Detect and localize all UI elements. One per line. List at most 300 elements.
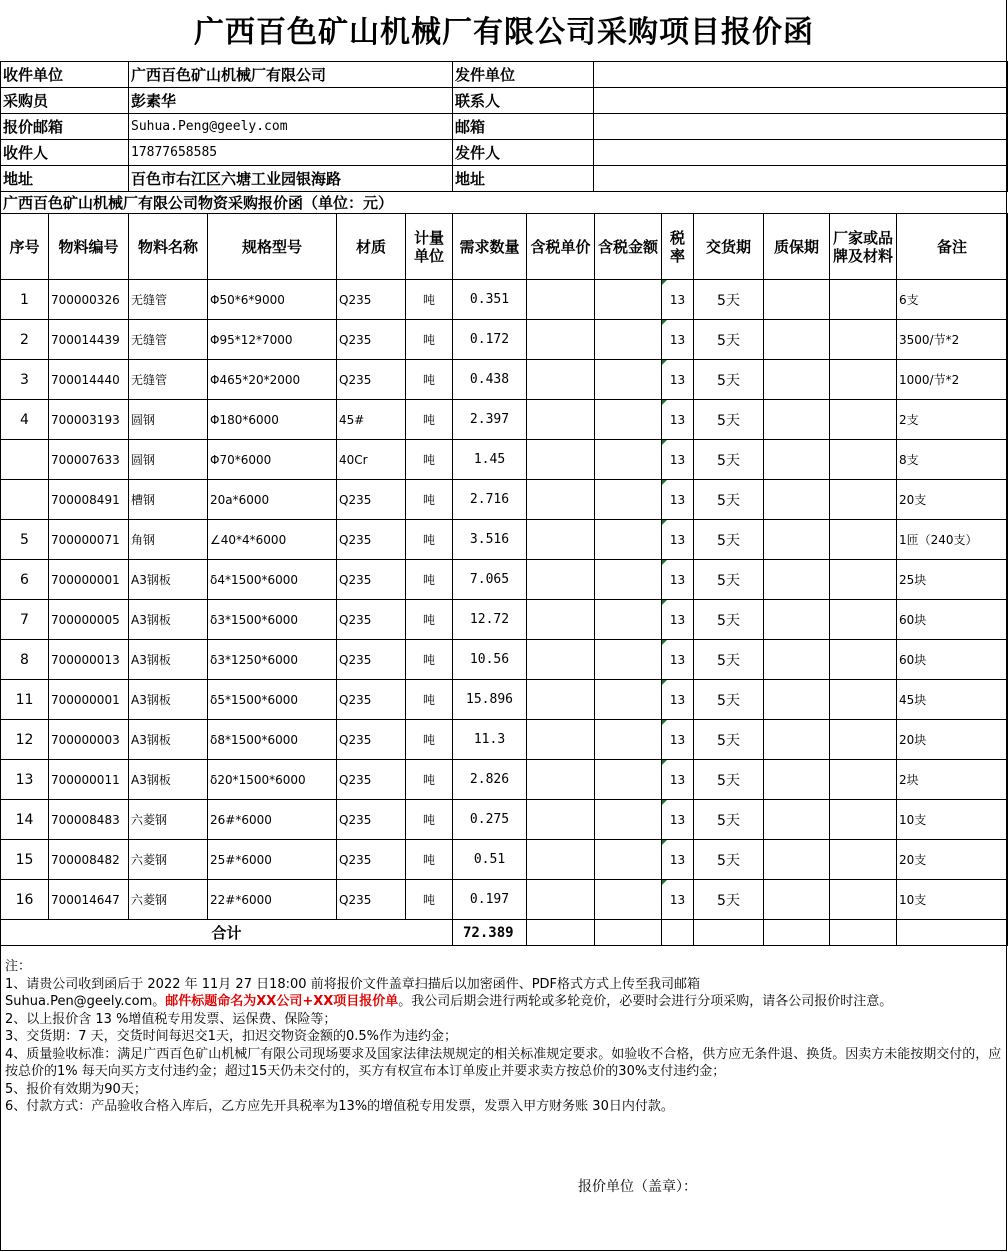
brand-cell	[830, 280, 897, 320]
row-index	[1, 440, 49, 480]
material-grade: 40Cr	[337, 440, 406, 480]
brand-cell	[830, 840, 897, 880]
info-table	[0, 61, 1008, 192]
spec-model: Φ95*12*7000	[208, 320, 337, 360]
header-cell: 含税金额	[595, 214, 662, 280]
tax-rate: 13	[662, 760, 694, 800]
header-cell: 交货期	[694, 214, 764, 280]
material-grade: 45#	[337, 400, 406, 440]
material-grade: Q235	[337, 760, 406, 800]
delivery-period: 5天	[694, 840, 764, 880]
warranty-cell	[764, 800, 830, 840]
material-code: 700000326	[49, 280, 129, 320]
delivery-period: 5天	[694, 440, 764, 480]
tax-rate: 13	[662, 280, 694, 320]
row-index: 8	[1, 640, 49, 680]
row-index: 16	[1, 880, 49, 920]
amount-cell	[595, 280, 662, 320]
note-1-tail: 。我公司后期会进行两轮或多轮竞价，必要时会进行分项采购，请各公司报价时注意。	[398, 994, 893, 1009]
total-empty-cell	[764, 920, 830, 946]
note-4: 4、质量验收标准：满足广西百色矿山机械厂有限公司现场要求及国家法律法规规定的相关标准规定要求。如验收不合格，供方应无条件退、换货。因卖方未能按期交付的，应按总价的1% 每天向买方支付违约金；超过15天仍未交付的，买方有权宣布本订单废止并要求卖方按总价的30%支付违约金；	[5, 1046, 1002, 1079]
amount-cell	[595, 400, 662, 440]
remark: 3500/节*2	[897, 320, 1008, 360]
remark: 20支	[897, 480, 1008, 520]
material-code: 700008491	[49, 480, 129, 520]
sender-value	[594, 140, 1008, 166]
header-cell: 规格型号	[208, 214, 337, 280]
amount-cell	[595, 840, 662, 880]
address-label: 地址	[1, 166, 129, 192]
demand-quantity: 10.56	[453, 640, 527, 680]
unit-price-cell	[527, 600, 595, 640]
measure-unit: 吨	[406, 840, 453, 880]
delivery-period: 5天	[694, 760, 764, 800]
material-name: 角钢	[129, 520, 208, 560]
total-value: 72.389	[453, 920, 527, 946]
brand-cell	[830, 640, 897, 680]
email-value	[594, 114, 1008, 140]
material-code: 700014647	[49, 880, 129, 920]
material-grade: Q235	[337, 360, 406, 400]
notes-heading: 注：	[5, 959, 32, 974]
tax-rate: 13	[662, 400, 694, 440]
table-row	[1, 760, 1008, 800]
demand-quantity: 0.275	[453, 800, 527, 840]
table-row	[1, 400, 1008, 440]
material-name: 六菱钢	[129, 840, 208, 880]
stamp-label: 报价单位（盖章）：	[578, 1179, 697, 1195]
material-code: 700000071	[49, 520, 129, 560]
material-grade: Q235	[337, 480, 406, 520]
material-grade: Q235	[337, 640, 406, 680]
subtitle: 广西百色矿山机械厂有限公司物资采购报价函（单位：元）	[1, 192, 1007, 214]
measure-unit: 吨	[406, 440, 453, 480]
warranty-cell	[764, 840, 830, 880]
total-empty-cell	[662, 920, 694, 946]
remark: 2支	[897, 400, 1008, 440]
row-index: 14	[1, 800, 49, 840]
unit-price-cell	[527, 560, 595, 600]
total-empty-cell	[830, 920, 897, 946]
receiver-label: 收件人	[1, 140, 129, 166]
table-row	[1, 880, 1008, 920]
unit-price-cell	[527, 280, 595, 320]
row-index: 7	[1, 600, 49, 640]
demand-quantity: 7.065	[453, 560, 527, 600]
tax-rate: 13	[662, 720, 694, 760]
measure-unit: 吨	[406, 280, 453, 320]
material-grade: Q235	[337, 720, 406, 760]
spec-model: 20a*6000	[208, 480, 337, 520]
header-cell: 材质	[337, 214, 406, 280]
row-index	[1, 480, 49, 520]
warranty-cell	[764, 880, 830, 920]
page-title: 广西百色矿山机械厂有限公司采购项目报价函	[194, 15, 814, 50]
table-row	[1, 320, 1008, 360]
material-name: 圆钢	[129, 440, 208, 480]
delivery-period: 5天	[694, 320, 764, 360]
header-cell: 厂家或品牌及材料	[830, 214, 897, 280]
demand-quantity: 3.516	[453, 520, 527, 560]
spec-model: Φ180*6000	[208, 400, 337, 440]
table-row	[1, 680, 1008, 720]
material-name: 无缝管	[129, 360, 208, 400]
amount-cell	[595, 360, 662, 400]
header-cell: 需求数量	[453, 214, 527, 280]
measure-unit: 吨	[406, 680, 453, 720]
tax-rate: 13	[662, 520, 694, 560]
demand-quantity: 0.51	[453, 840, 527, 880]
row-index: 2	[1, 320, 49, 360]
table-row	[1, 360, 1008, 400]
address-value: 百色市右江区六塘工业园银海路	[129, 166, 453, 192]
demand-quantity: 2.716	[453, 480, 527, 520]
note-5: 5、报价有效期为90天；	[5, 1081, 147, 1097]
delivery-period: 5天	[694, 640, 764, 680]
notes-section	[0, 946, 1007, 1251]
delivery-period: 5天	[694, 600, 764, 640]
unit-price-cell	[527, 680, 595, 720]
warranty-cell	[764, 600, 830, 640]
remark: 1匝（240支）	[897, 520, 1008, 560]
demand-quantity: 0.438	[453, 360, 527, 400]
sender-label: 发件人	[453, 140, 594, 166]
header-cell: 序号	[1, 214, 49, 280]
spec-model: Φ465*20*2000	[208, 360, 337, 400]
warranty-cell	[764, 360, 830, 400]
spec-model: δ8*1500*6000	[208, 720, 337, 760]
remark: 10支	[897, 800, 1008, 840]
material-name: A3钢板	[129, 760, 208, 800]
email-label: 邮箱	[453, 114, 594, 140]
total-row	[1, 920, 1008, 946]
material-grade: Q235	[337, 280, 406, 320]
unit-price-cell	[527, 400, 595, 440]
material-code: 700014439	[49, 320, 129, 360]
delivery-period: 5天	[694, 720, 764, 760]
quote-email-value: Suhua.Peng@geely.com	[129, 114, 453, 140]
remark: 25块	[897, 560, 1008, 600]
tax-rate: 13	[662, 800, 694, 840]
material-code: 700007633	[49, 440, 129, 480]
demand-quantity: 1.45	[453, 440, 527, 480]
table-row	[1, 840, 1008, 880]
spec-model: 25#*6000	[208, 840, 337, 880]
remark: 60块	[897, 640, 1008, 680]
delivery-period: 5天	[694, 880, 764, 920]
amount-cell	[595, 600, 662, 640]
measure-unit: 吨	[406, 600, 453, 640]
unit-price-cell	[527, 720, 595, 760]
row-index: 4	[1, 400, 49, 440]
delivery-period: 5天	[694, 280, 764, 320]
spec-model: δ3*1500*6000	[208, 600, 337, 640]
material-grade: Q235	[337, 600, 406, 640]
brand-cell	[830, 560, 897, 600]
delivery-period: 5天	[694, 520, 764, 560]
material-code: 700014440	[49, 360, 129, 400]
brand-cell	[830, 720, 897, 760]
tax-rate: 13	[662, 640, 694, 680]
row-index: 12	[1, 720, 49, 760]
table-row	[1, 560, 1008, 600]
amount-cell	[595, 760, 662, 800]
total-empty-cell	[694, 920, 764, 946]
tax-rate: 13	[662, 600, 694, 640]
row-index: 3	[1, 360, 49, 400]
total-empty-cell	[897, 920, 1008, 946]
remark: 45块	[897, 680, 1008, 720]
tax-rate: 13	[662, 480, 694, 520]
brand-cell	[830, 440, 897, 480]
tax-rate: 13	[662, 880, 694, 920]
amount-cell	[595, 560, 662, 600]
header-cell: 备注	[897, 214, 1008, 280]
unit-price-cell	[527, 520, 595, 560]
warranty-cell	[764, 400, 830, 440]
material-name: 六菱钢	[129, 880, 208, 920]
spec-model: 26#*6000	[208, 800, 337, 840]
row-index: 11	[1, 680, 49, 720]
table-header-row	[1, 214, 1008, 280]
tax-rate: 13	[662, 840, 694, 880]
table-row	[1, 520, 1008, 560]
header-cell: 税率	[662, 214, 694, 280]
delivery-period: 5天	[694, 400, 764, 440]
spec-model: ∠40*4*6000	[208, 520, 337, 560]
total-empty-cell	[527, 920, 595, 946]
demand-quantity: 0.172	[453, 320, 527, 360]
row-index: 1	[1, 280, 49, 320]
amount-cell	[595, 720, 662, 760]
material-code: 700003193	[49, 400, 129, 440]
measure-unit: 吨	[406, 800, 453, 840]
material-name: A3钢板	[129, 560, 208, 600]
item-rows	[1, 280, 1008, 920]
tax-rate: 13	[662, 440, 694, 480]
remark: 60块	[897, 600, 1008, 640]
unit-price-cell	[527, 440, 595, 480]
warranty-cell	[764, 520, 830, 560]
table-row	[1, 480, 1008, 520]
warranty-cell	[764, 440, 830, 480]
recv-unit-value: 广西百色矿山机械厂有限公司	[129, 62, 453, 88]
spec-model: δ5*1500*6000	[208, 680, 337, 720]
email-title-rule: 邮件标题命名为XX公司+XX项目报价单	[165, 994, 399, 1009]
material-grade: Q235	[337, 560, 406, 600]
material-code: 700000013	[49, 640, 129, 680]
spec-model: δ20*1500*6000	[208, 760, 337, 800]
buyer-value: 彭素华	[129, 88, 453, 114]
remark: 8支	[897, 440, 1008, 480]
measure-unit: 吨	[406, 520, 453, 560]
send-unit-label: 发件单位	[453, 62, 594, 88]
delivery-period: 5天	[694, 480, 764, 520]
unit-price-cell	[527, 640, 595, 680]
amount-cell	[595, 680, 662, 720]
demand-quantity: 2.397	[453, 400, 527, 440]
spec-model: 22#*6000	[208, 880, 337, 920]
brand-cell	[830, 760, 897, 800]
remark: 20支	[897, 840, 1008, 880]
total-label: 合计	[1, 920, 453, 946]
row-index: 5	[1, 520, 49, 560]
note-1: 1、请贵公司收到函后于 2022 年 11月 27 日18:00 前将报价文件盖章扫描后以加密函件、PDF格式方式上传至我司邮箱	[5, 976, 701, 992]
buyer-label: 采购员	[1, 88, 129, 114]
measure-unit: 吨	[406, 480, 453, 520]
unit-price-cell	[527, 480, 595, 520]
row-index: 6	[1, 560, 49, 600]
material-grade: Q235	[337, 680, 406, 720]
amount-cell	[595, 640, 662, 680]
spec-model: δ3*1250*6000	[208, 640, 337, 680]
table-row	[1, 280, 1008, 320]
spec-model: δ4*1500*6000	[208, 560, 337, 600]
measure-unit: 吨	[406, 880, 453, 920]
material-grade: Q235	[337, 880, 406, 920]
remark: 6支	[897, 280, 1008, 320]
material-name: A3钢板	[129, 640, 208, 680]
delivery-period: 5天	[694, 800, 764, 840]
tax-rate: 13	[662, 320, 694, 360]
delivery-period: 5天	[694, 360, 764, 400]
amount-cell	[595, 480, 662, 520]
address-label-right: 地址	[453, 166, 594, 192]
demand-quantity: 0.197	[453, 880, 527, 920]
demand-quantity: 11.3	[453, 720, 527, 760]
tax-rate: 13	[662, 560, 694, 600]
note-3: 3、交货期：7 天，交货时间每迟交1天，扣迟交物资金额的0.5%作为违约金；	[5, 1029, 457, 1044]
spec-model: Φ70*6000	[208, 440, 337, 480]
send-unit-value	[594, 62, 1008, 88]
note-1-continued	[5, 993, 1003, 1011]
total-empty-cell	[595, 920, 662, 946]
measure-unit: 吨	[406, 320, 453, 360]
remark: 2块	[897, 760, 1008, 800]
material-name: 六菱钢	[129, 800, 208, 840]
measure-unit: 吨	[406, 640, 453, 680]
material-code: 700000011	[49, 760, 129, 800]
demand-quantity: 12.72	[453, 600, 527, 640]
recv-unit-label: 收件单位	[1, 62, 129, 88]
unit-price-cell	[527, 360, 595, 400]
brand-cell	[830, 600, 897, 640]
material-grade: Q235	[337, 520, 406, 560]
material-name: A3钢板	[129, 600, 208, 640]
warranty-cell	[764, 560, 830, 600]
material-name: 圆钢	[129, 400, 208, 440]
measure-unit: 吨	[406, 400, 453, 440]
material-code: 700000005	[49, 600, 129, 640]
delivery-period: 5天	[694, 560, 764, 600]
brand-cell	[830, 520, 897, 560]
table-row	[1, 800, 1008, 840]
material-code: 700000003	[49, 720, 129, 760]
remark: 1000/节*2	[897, 360, 1008, 400]
subtitle-table	[0, 191, 1007, 214]
material-code: 700008482	[49, 840, 129, 880]
measure-unit: 吨	[406, 360, 453, 400]
material-name: A3钢板	[129, 720, 208, 760]
remark: 20块	[897, 720, 1008, 760]
remark: 10支	[897, 880, 1008, 920]
warranty-cell	[764, 680, 830, 720]
material-code: 700000001	[49, 560, 129, 600]
brand-cell	[830, 480, 897, 520]
amount-cell	[595, 800, 662, 840]
delivery-period: 5天	[694, 680, 764, 720]
demand-quantity: 0.351	[453, 280, 527, 320]
table-row	[1, 440, 1008, 480]
amount-cell	[595, 320, 662, 360]
material-grade: Q235	[337, 320, 406, 360]
measure-unit: 吨	[406, 720, 453, 760]
table-row	[1, 640, 1008, 680]
material-code: 700008483	[49, 800, 129, 840]
row-index: 15	[1, 840, 49, 880]
header-cell: 计量单位	[406, 214, 453, 280]
contact-value	[594, 88, 1008, 114]
warranty-cell	[764, 480, 830, 520]
row-index: 13	[1, 760, 49, 800]
receiver-value: 17877658585	[129, 140, 453, 166]
material-name: A3钢板	[129, 680, 208, 720]
unit-price-cell	[527, 320, 595, 360]
unit-price-cell	[527, 840, 595, 880]
brand-cell	[830, 360, 897, 400]
brand-cell	[830, 680, 897, 720]
email-address: Suhua.Pen@geely.com。	[5, 994, 166, 1009]
material-name: 无缝管	[129, 280, 208, 320]
amount-cell	[595, 880, 662, 920]
demand-quantity: 15.896	[453, 680, 527, 720]
tax-rate: 13	[662, 680, 694, 720]
note-2: 2、以上报价含 13 %增值税专用发票、运保费、保险等；	[5, 1011, 337, 1027]
warranty-cell	[764, 760, 830, 800]
material-code: 700000001	[49, 680, 129, 720]
brand-cell	[830, 800, 897, 840]
material-name: 无缝管	[129, 320, 208, 360]
spec-model: Φ50*6*9000	[208, 280, 337, 320]
measure-unit: 吨	[406, 760, 453, 800]
items-table	[0, 213, 1008, 946]
table-row	[1, 720, 1008, 760]
header-cell: 物料编号	[49, 214, 129, 280]
brand-cell	[830, 880, 897, 920]
brand-cell	[830, 320, 897, 360]
address-value-right	[594, 166, 1008, 192]
amount-cell	[595, 520, 662, 560]
measure-unit: 吨	[406, 560, 453, 600]
unit-price-cell	[527, 800, 595, 840]
demand-quantity: 2.826	[453, 760, 527, 800]
unit-price-cell	[527, 760, 595, 800]
header-cell: 含税单价	[527, 214, 595, 280]
warranty-cell	[764, 280, 830, 320]
amount-cell	[595, 440, 662, 480]
table-row	[1, 600, 1008, 640]
material-grade: Q235	[337, 800, 406, 840]
warranty-cell	[764, 640, 830, 680]
quote-email-label: 报价邮箱	[1, 114, 129, 140]
warranty-cell	[764, 720, 830, 760]
tax-rate: 13	[662, 360, 694, 400]
material-grade: Q235	[337, 840, 406, 880]
contact-label: 联系人	[453, 88, 594, 114]
unit-price-cell	[527, 880, 595, 920]
header-cell: 质保期	[764, 214, 830, 280]
warranty-cell	[764, 320, 830, 360]
